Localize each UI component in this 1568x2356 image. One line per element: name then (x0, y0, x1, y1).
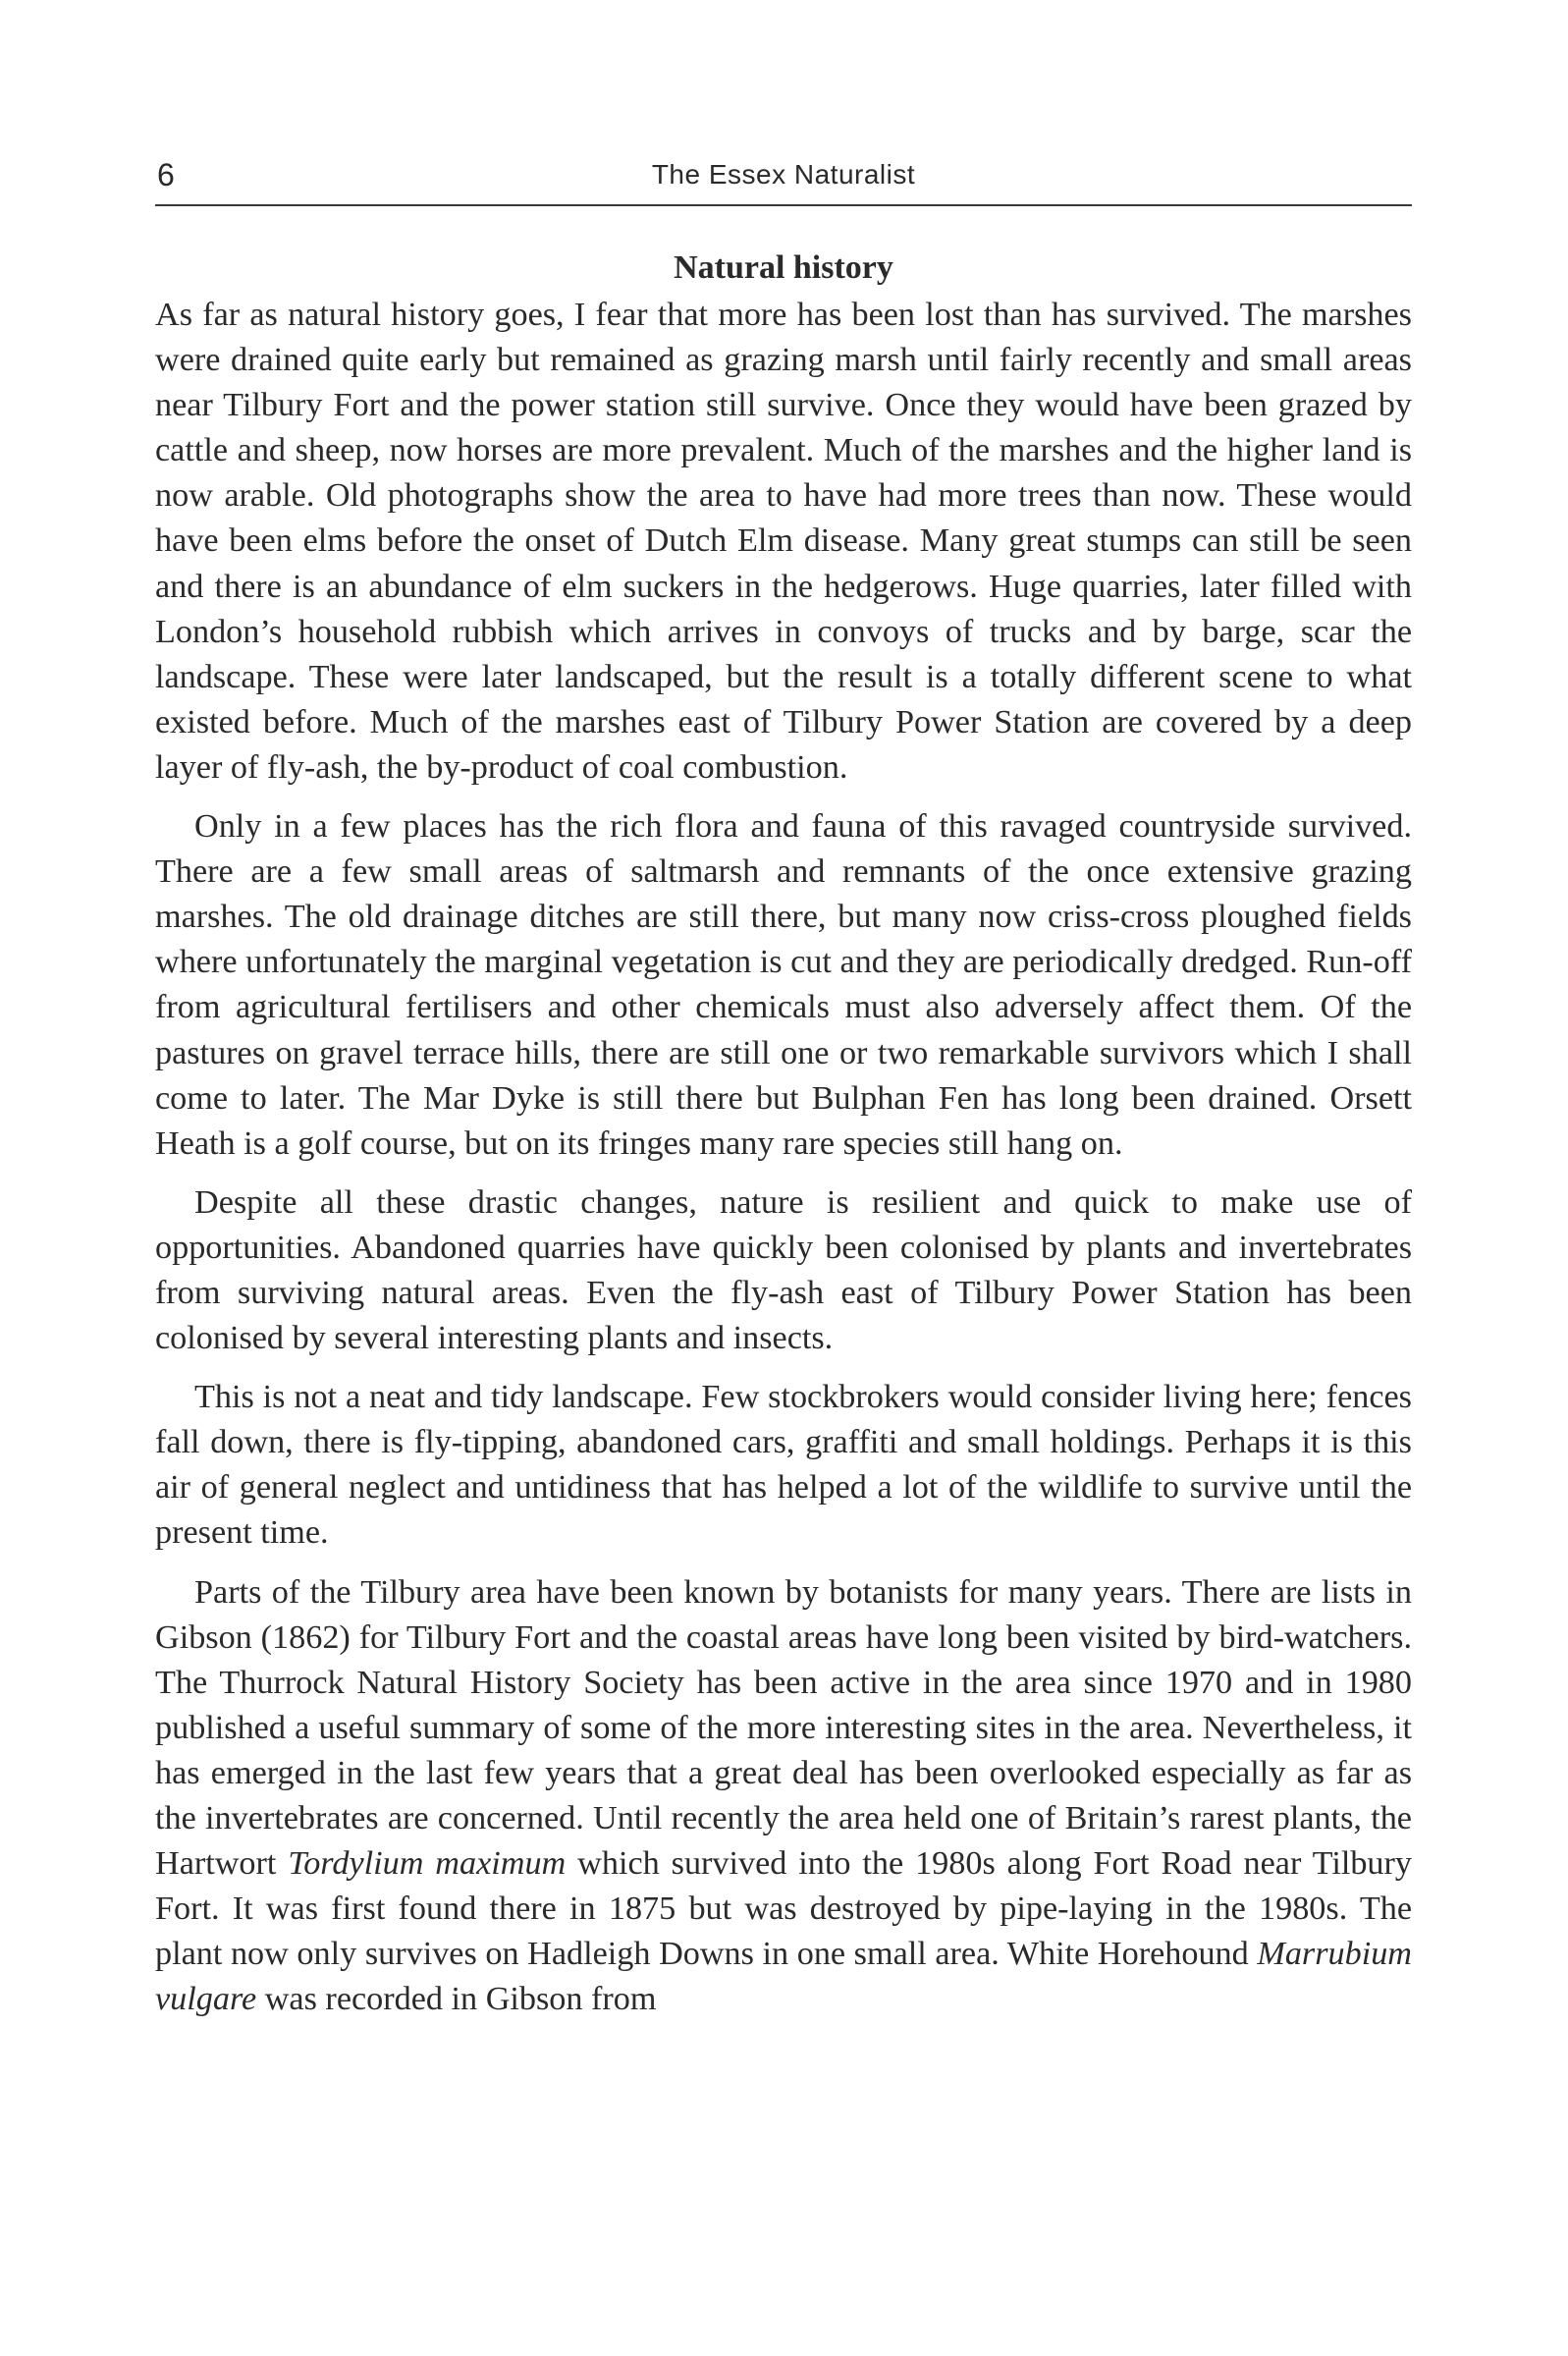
paragraph-1-text: As far as natural history goes, I fear that more has been lost than has survived. The marshes were drained quite early but remained as grazing marsh until fairly recently and small areas near Tilbury Fort and the power station still survive. Once they would have been grazed by cattle and sheep, now horses are more prevalent. Much of the marshes and the higher land is now arable. Old photographs show the area to have had more trees than now. These would have been elms before the onset of Dutch Elm disease. Many great stumps can still be seen and there is an abundance of elm suckers in the hedgerows. Huge quarries, later filled with London’s household rubbish which arrives in convoys of trucks and by barge, scar the landscape. These were later landscaped, but the result is a totally different scene to what existed before. Much of the marshes east of Tilbury Power Station are covered by a deep layer of fly-ash, the by-product of coal combustion. (155, 297, 1412, 786)
paragraph-1 (155, 293, 1412, 791)
paragraph-2-text: Only in a few places has the rich flora and fauna of this ravaged countryside survived. There are a few small areas of saltmarsh and remnants of the once extensive grazing marshes. The old drainage ditches are still there, but many now criss-cross ploughed fields where unfortunately the marginal vegetation is cut and they are periodically dredged. Run-off from agricultural fertilisers and other chemicals must also adversely affect them. Of the pastures on gravel terrace hills, there are still one or two remarkable survivors which I shall come to later. The Mar Dyke is still there but Bulphan Fen has long been drained. Orsett Heath is a golf course, but on its fringes many rare species still hang on. (155, 808, 1412, 1162)
species-name-marrubium: Marrubium vulgare (155, 1936, 1412, 2018)
paragraph-3-text: Despite all these drastic changes, nature is resilient and quick to make use of opportunities. Abandoned quarries have quickly been colonised by plants and invertebrates from surviving natural areas. Even the fly-ash east of Tilbury Power Station has been colonised by several interesting plants and insects. (155, 1183, 1412, 1357)
journal-title: The Essex Naturalist (651, 159, 916, 190)
paragraph-5 (155, 1570, 1412, 2023)
paragraph-3 (155, 1180, 1412, 1361)
page-number: 6 (157, 157, 175, 192)
paragraph-4 (155, 1375, 1412, 1556)
section-heading: Natural history (674, 249, 893, 286)
paragraph-2 (155, 804, 1412, 1167)
paragraph-4-text: This is not a neat and tidy landscape. Few stockbrokers would consider living here; fences fall down, there is fly-tipping, abandoned cars, graffiti and small holdings. Perhaps it is this air of general neglect and untidiness that has helped a lot of the wildlife to survive until the present time. (155, 1379, 1412, 1552)
paragraph-5-text-a: Parts of the Tilbury area have been known by botanists for many years. There are lists in Gibson (1862) for Tilbury Fort and the coastal areas have long been visited by bird-watchers. The Thurrock Natural History Society has been active in the area since 1970 and in 1980 published a useful summary of some of the more interesting sites in the area. Nevertheless, it has emerged in the last few years that a great deal has been overlooked especially as far as the invertebrates are concerned. Until recently the area held one of Britain’s rarest plants, the Hartwort (155, 1573, 1412, 1883)
paragraph-5-text-b: which survived into the 1980s along Fort Road near Tilbury Fort. It was first found there in 1875 but was destroyed by pipe-laying in the 1980s. The plant now only survives on Hadleigh Downs in one small area. White Horehound (155, 1845, 1413, 1973)
running-head (155, 147, 1412, 206)
species-name-tordylium: Tordylium maximum (288, 1845, 567, 1883)
paragraph-5-text-c: was recorded in Gibson from (256, 1981, 657, 2018)
page (155, 147, 1412, 2036)
